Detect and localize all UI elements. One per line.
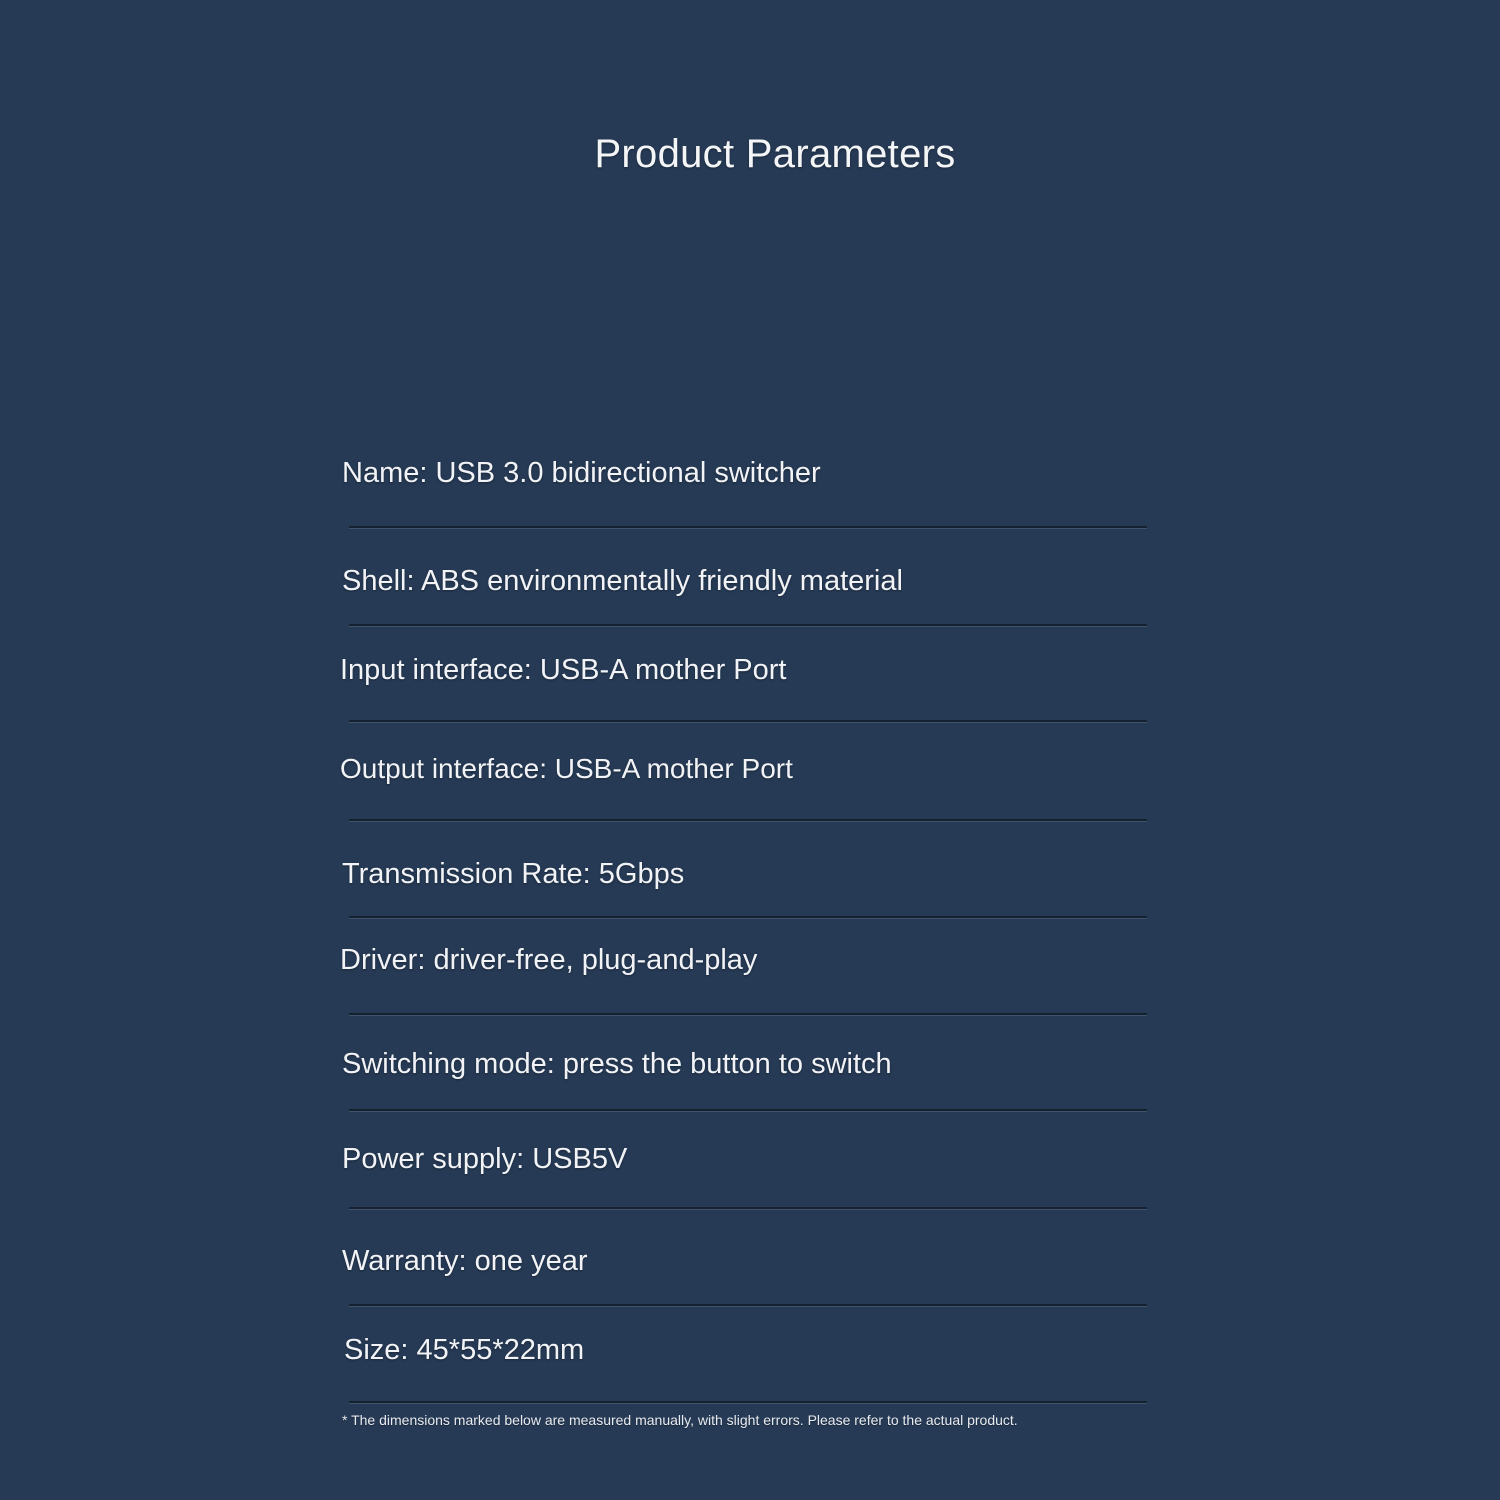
- param-shell: Shell: ABS environmentally friendly material: [342, 565, 903, 597]
- divider: [349, 1304, 1147, 1306]
- param-name: Name: USB 3.0 bidirectional switcher: [342, 457, 821, 489]
- divider: [349, 1109, 1147, 1111]
- divider: [349, 1207, 1147, 1209]
- param-input-interface: Input interface: USB-A mother Port: [340, 654, 787, 686]
- divider: [349, 526, 1147, 528]
- param-warranty: Warranty: one year: [342, 1245, 588, 1277]
- param-output-interface: Output interface: USB-A mother Port: [340, 753, 793, 784]
- divider: [349, 819, 1147, 821]
- divider: [349, 720, 1147, 722]
- param-power-supply: Power supply: USB5V: [342, 1143, 628, 1175]
- page-title: Product Parameters: [594, 132, 956, 176]
- footnote: * The dimensions marked below are measured manually, with slight errors. Please refer to the actual product.: [342, 1412, 1018, 1428]
- param-transmission-rate: Transmission Rate: 5Gbps: [342, 858, 685, 890]
- divider: [349, 916, 1147, 918]
- param-size: Size: 45*55*22mm: [344, 1334, 585, 1366]
- param-driver: Driver: driver-free, plug-and-play: [340, 944, 758, 976]
- divider: [349, 1401, 1147, 1403]
- divider: [349, 624, 1147, 626]
- divider: [349, 1013, 1147, 1015]
- param-switching-mode: Switching mode: press the button to switch: [342, 1048, 892, 1080]
